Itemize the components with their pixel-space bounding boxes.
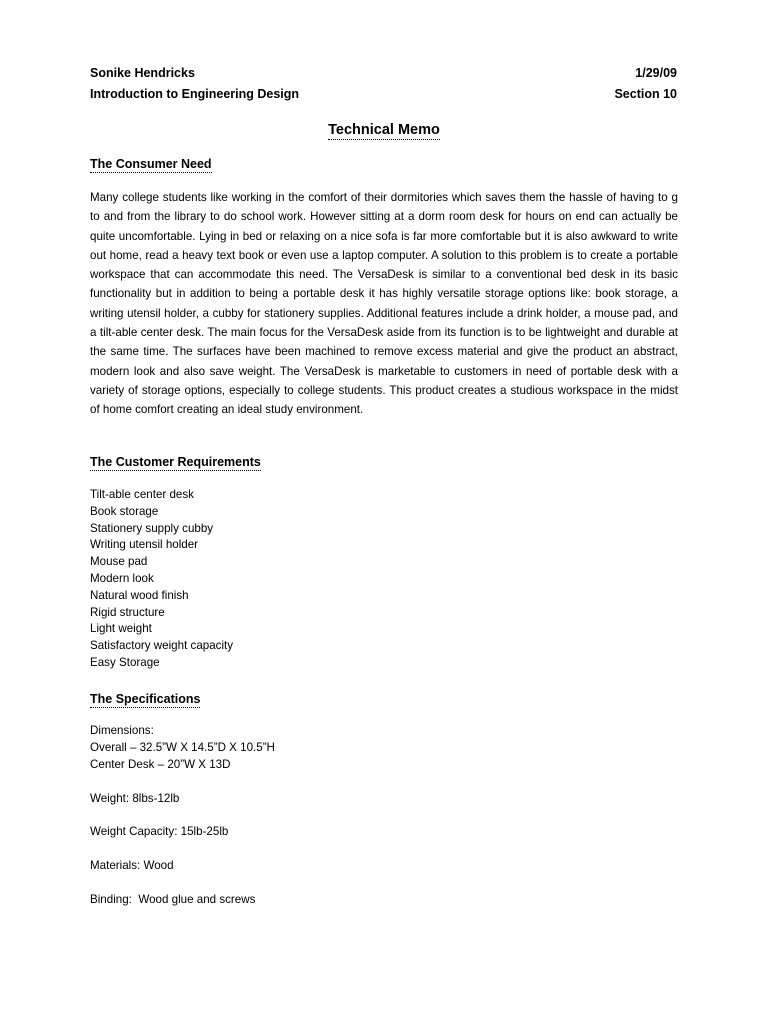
list-item: Modern look (90, 571, 154, 585)
section-number: Section 10 (614, 87, 677, 101)
binding-spec: Binding: Wood glue and screws (90, 893, 256, 906)
specifications-heading: The Specifications (90, 692, 201, 706)
memo-date: 1/29/09 (635, 66, 677, 80)
consumer-need-heading: The Consumer Need (90, 157, 212, 171)
list-item: Tilt-able center desk (90, 488, 194, 501)
weight-capacity-spec: Weight Capacity: 15lb-25lb (90, 825, 229, 838)
author-name: Sonike Hendricks (90, 66, 195, 80)
overall-dimensions: Overall – 32.5”W X 14.5”D X 10.5”H (90, 741, 275, 754)
header-row-2 (90, 86, 677, 102)
list-item: Writing utensil holder (90, 538, 199, 552)
dimensions-label: Dimensions: (90, 724, 154, 737)
course-name: Introduction to Engineering Design (90, 87, 300, 101)
customer-requirements-list (90, 487, 233, 672)
document-title: Technical Memo (328, 122, 440, 138)
list-item: Easy Storage (90, 655, 160, 669)
list-item: Mouse pad (90, 555, 148, 569)
customer-requirements-heading: The Customer Requirements (90, 455, 261, 469)
list-item: Light weight (90, 622, 152, 636)
list-item: Natural wood finish (90, 588, 189, 602)
weight-spec: Weight: 8lbs-12lb (90, 792, 180, 805)
materials-spec: Materials: Wood (90, 859, 174, 872)
list-item: Book storage (90, 504, 159, 518)
list-item: Satisfactory weight capacity (90, 639, 234, 653)
header-row-1 (90, 65, 677, 81)
center-desk-dimensions: Center Desk – 20”W X 13D (90, 758, 231, 771)
consumer-need-paragraph: Many college students like working in the comfort of their dormitories which saves them the hassle of having to g to and from the library to do school work. However sitting at a dorm room desk for hours on end can actually be quite uncomfortable. Lying in bed or relaxing on a nice sofa is far more comfortable but it is also awkward to write out home, read a heavy text book or even use a laptop computer. A solution to this problem is to create a portable workspace that can accommodate this need. The VersaDesk is similar to a conventional bed desk in its basic functionality but in addition to being a portable desk it has highly versatile storage options like: book storage, a writing utensil holder, a cubby for stationery supplies. Additional features include a drink holder, a mouse pad, and a tilt-able center desk. The main focus for the VersaDesk aside from its function is to be lightweight and durable at the same time. The surfaces have been machined to remove excess material and give the product an abstract, modern look and also save weight. The VersaDesk is marketable to customers in need of portable desk with a variety of storage options, especially to college students. This product creates a studious workspace in the midst of home comfort creating an ideal study environment. (90, 191, 678, 417)
list-item: Rigid structure (90, 605, 165, 619)
list-item: Stationery supply cubby (90, 521, 214, 535)
